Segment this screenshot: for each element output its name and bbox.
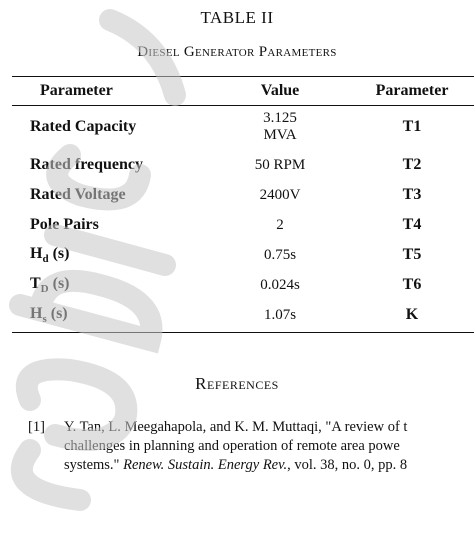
row-value: 2400V [259, 186, 301, 203]
table-row [12, 270, 474, 300]
row-name: Rated frequency [30, 156, 144, 173]
reference-line: challenges in planning and operation of remote area powe [64, 438, 400, 454]
table-row [12, 150, 474, 180]
row-value: 3.125 MVA [263, 110, 297, 143]
row-param: T5 [402, 246, 422, 263]
row-param: K [405, 306, 419, 323]
row-name: $H_s$ (s) [30, 304, 68, 326]
table-title: TABLE II [200, 8, 274, 27]
header-parameter: Parameter [40, 82, 113, 99]
table-row [12, 300, 474, 330]
parameters-table [12, 78, 474, 330]
table-header-row [12, 78, 474, 104]
header-parameter-2: Parameter [375, 82, 449, 99]
table-row [12, 240, 474, 270]
reference-line: Y. Tan, L. Meegahapola, and K. M. Muttaqi, "A review of t [64, 419, 408, 435]
reference-number: [1] [28, 419, 45, 435]
row-name: Rated Capacity [30, 118, 137, 135]
row-param: T3 [402, 186, 422, 203]
table-caption: Diesel Generator Parameters [137, 44, 337, 60]
table-bottom-rule [12, 332, 474, 333]
row-value: 2 [276, 216, 284, 233]
row-value: 1.07s [263, 306, 297, 323]
header-value: Value [260, 82, 300, 99]
references-heading: References [195, 374, 279, 393]
reference-item [28, 418, 474, 475]
table-top-rule [12, 76, 474, 77]
table-row [12, 180, 474, 210]
row-value: 0.75s [263, 246, 297, 263]
table-row [12, 210, 474, 240]
row-name: $H_d$ (s) [30, 244, 70, 266]
row-value: 0.024s [260, 276, 300, 293]
row-param: T4 [402, 216, 422, 233]
row-name: $T_D$ (s) [30, 274, 70, 296]
row-name: Pole Pairs [30, 216, 99, 233]
reference-line: systems." Renew. Sustain. Energy Rev., vol. 38, no. 0, pp. 8 [64, 457, 408, 473]
row-param: T6 [402, 276, 422, 293]
row-param: T2 [402, 156, 422, 173]
row-name: Rated Voltage [30, 186, 126, 203]
table-row [12, 104, 474, 150]
row-value: 50 RPM [254, 156, 306, 173]
row-param: T1 [402, 118, 422, 135]
